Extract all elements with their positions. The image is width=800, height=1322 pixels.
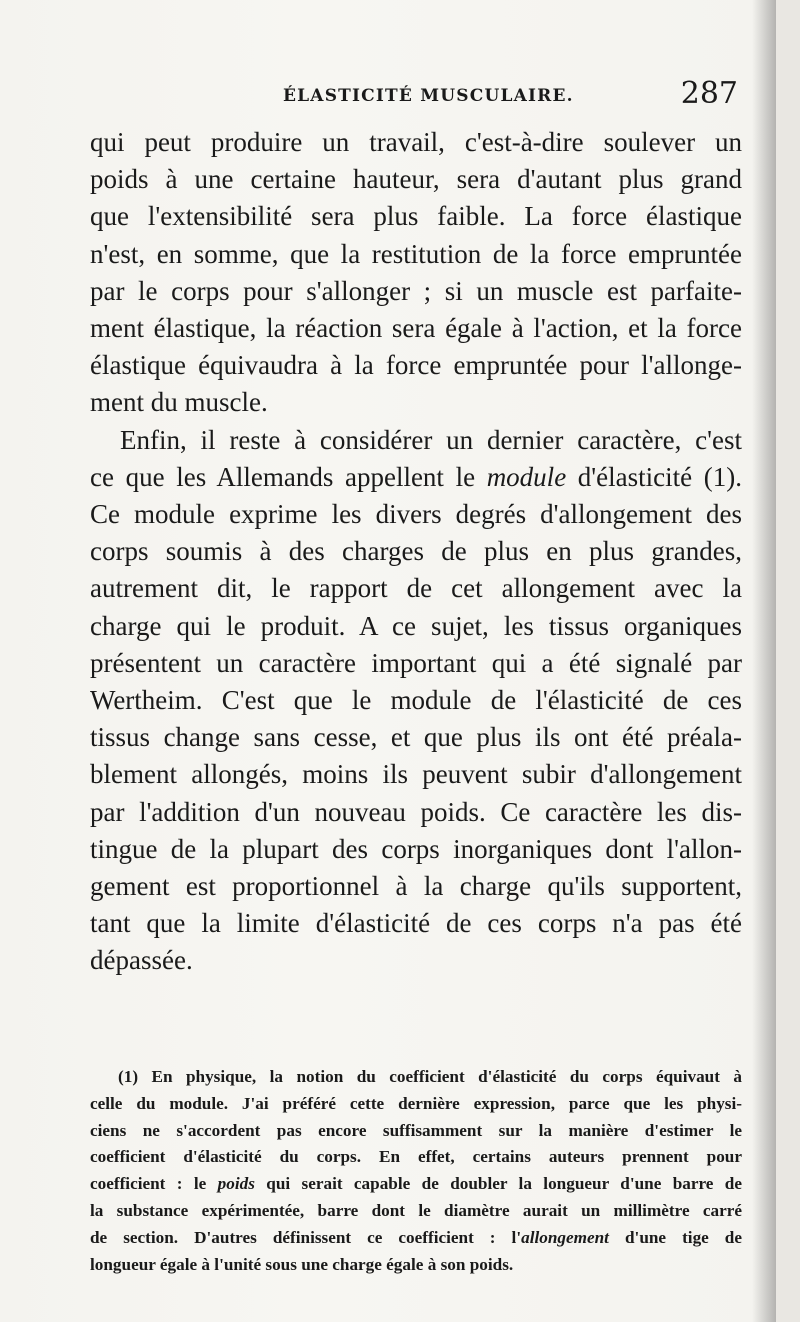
text-line: par l'addition d'un nouveau poids. Ce caractère les dis- xyxy=(90,796,742,827)
paragraph-2 xyxy=(90,422,742,980)
text-segment: ce que les Allemands appellent le xyxy=(90,461,487,492)
text-line: tant que la limite d'élasticité de ces corps n'a pas été xyxy=(90,908,742,939)
text-line: corps soumis à des charges de plus en plus grandes, xyxy=(90,536,742,567)
text-segment: d'une tige de xyxy=(608,1227,742,1247)
text-line: que l'extensibilité sera plus faible. La force élastique xyxy=(90,201,742,232)
paragraph-1 xyxy=(90,124,742,422)
text-line: tissus change sans cesse, et que plus ils ont été préala- xyxy=(90,722,742,753)
text-line: qui peut produire un travail, c'est-à-dire soulever un xyxy=(90,127,742,157)
text-line: gement est proportionnel à la charge qu'ils supportent, xyxy=(90,871,742,902)
text-line: autrement dit, le rapport de cet allongement avec la xyxy=(90,573,742,604)
body-text xyxy=(90,124,742,980)
text-line: blement allongés, moins ils peuvent subir d'allongement xyxy=(90,759,742,790)
footnote-line: coefficient d'élasticité du corps. En effet, certains auteurs prennent pour xyxy=(90,1147,742,1167)
italic-term-allongement: allongement xyxy=(521,1227,609,1247)
footnote-line: (1) En physique, la notion du coefficient d'élasticité du corps équivaut à xyxy=(118,1067,742,1086)
text-line: poids à une certaine hauteur, sera d'autant plus grand xyxy=(90,164,742,195)
footnote-line-with-italic xyxy=(90,1171,742,1198)
italic-term-module: module xyxy=(486,461,567,492)
footnote-line: ciens ne s'accordent pas encore suffisamment sur la manière d'estimer le xyxy=(90,1120,742,1140)
text-line: présentent un caractère important qui a été signalé par xyxy=(90,647,742,678)
text-line: ment élastique, la réaction sera égale à l'action, et la force xyxy=(90,313,742,344)
text-line: ment du muscle. xyxy=(90,387,268,418)
footnote-line: celle du module. J'ai préféré cette dernière expression, parce que les physi- xyxy=(90,1093,742,1113)
text-segment: de section. D'autres définissent ce coefficient : l' xyxy=(90,1227,522,1247)
page-edge-shadow xyxy=(752,0,776,1322)
text-line: Ce module exprime les divers degrés d'allongement des xyxy=(90,499,742,530)
text-segment: coefficient : le xyxy=(90,1174,218,1194)
footnote-line: longueur égale à l'unité sous une charge égale à son poids. xyxy=(90,1254,514,1274)
footnote-reference: d'élasticité (1). xyxy=(566,461,742,492)
text-line: par le corps pour s'allonger ; si un muscle est parfaite- xyxy=(90,275,742,306)
text-line: élastique équivaudra à la force empruntée pour l'allonge- xyxy=(90,350,742,381)
text-line: dépassée. xyxy=(90,945,193,976)
text-line: tingue de la plupart des corps inorganiques dont l'allon- xyxy=(90,833,742,864)
text-line: n'est, en somme, que la restitution de la force empruntée xyxy=(90,238,742,269)
footnote xyxy=(90,1064,742,1278)
page-number: 287 xyxy=(680,76,738,111)
text-line: charge qui le produit. A ce sujet, les tissus organiques xyxy=(90,610,742,641)
text-segment: qui serait capable de doubler la longueur d'une barre de xyxy=(254,1174,742,1194)
page-header xyxy=(88,76,742,116)
text-line: Enfin, il reste à considérer un dernier caractère, c'est xyxy=(120,424,742,455)
footnote-line: la substance expérimentée, barre dont le diamètre aurait un millimètre carré xyxy=(90,1200,742,1220)
italic-term-poids: poids xyxy=(217,1174,255,1194)
footnote-line-with-italic xyxy=(90,1225,742,1252)
running-head: ÉLASTICITÉ MUSCULAIRE. xyxy=(283,86,574,106)
text-line-with-italic xyxy=(90,459,742,496)
text-line: Wertheim. C'est que le module de l'élasticité de ces xyxy=(90,685,742,716)
